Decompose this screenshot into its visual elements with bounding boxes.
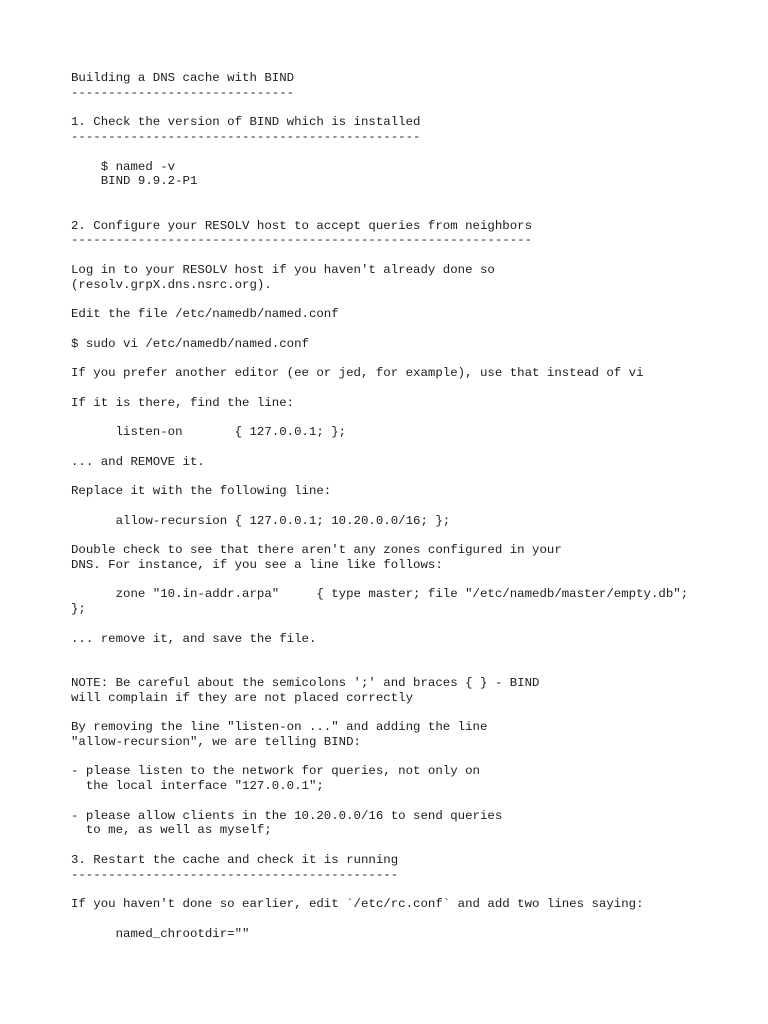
document-line: -------------------------------------------------------------- bbox=[71, 233, 533, 248]
document-line: ----------------------------------------------- bbox=[71, 130, 421, 144]
document-line: - please allow clients in the 10.20.0.0/16 to send queries bbox=[71, 808, 503, 823]
document-line: "allow-recursion", we are telling BIND: bbox=[71, 734, 361, 749]
document-line bbox=[71, 617, 761, 632]
document-line bbox=[71, 882, 761, 897]
document-line: If you prefer another editor (ee or jed, for example), use that instead of vi bbox=[71, 366, 644, 380]
document-line bbox=[71, 661, 761, 676]
document-line: 1. Check the version of BIND which is installed bbox=[71, 115, 421, 130]
document-line: 3. Restart the cache and check it is running bbox=[71, 852, 399, 867]
document-line: Log in to your RESOLV host if you haven't already done so bbox=[71, 262, 495, 277]
document-line bbox=[71, 101, 761, 116]
document-line: - please listen to the network for queries, not only on bbox=[71, 764, 480, 779]
document-line bbox=[71, 469, 761, 484]
document-line bbox=[71, 912, 761, 927]
document-line bbox=[71, 646, 761, 661]
document-line: ------------------------------ bbox=[71, 85, 295, 100]
document-line: Double check to see that there aren't any zones configured in your bbox=[71, 543, 562, 557]
document-line bbox=[71, 794, 761, 809]
document-line: ... and REMOVE it. bbox=[71, 454, 205, 469]
document-line bbox=[71, 528, 761, 543]
document-line: Building a DNS cache with BIND bbox=[71, 71, 295, 85]
document-line bbox=[71, 322, 761, 337]
document-line: Replace it with the following line: bbox=[71, 484, 332, 498]
document-line bbox=[71, 410, 761, 425]
document-line bbox=[71, 381, 761, 396]
document-line bbox=[71, 204, 761, 219]
document-line bbox=[71, 499, 761, 514]
document-line: allow-recursion { 127.0.0.1; 10.20.0.0/16; }; bbox=[71, 513, 451, 528]
document-line: 2. Configure your RESOLV host to accept queries from neighbors bbox=[71, 218, 533, 233]
document-line: If you haven't done so earlier, edit `/etc/rc.conf` and add two lines saying: bbox=[71, 897, 644, 911]
document-line bbox=[71, 248, 761, 263]
document-line: the local interface "127.0.0.1"; bbox=[71, 779, 324, 793]
document-line: to me, as well as myself; bbox=[71, 823, 272, 838]
document-line: NOTE: Be careful about the semicolons ';' and braces { } - BIND bbox=[71, 675, 540, 690]
document-line bbox=[71, 292, 761, 307]
document-line: By removing the line "listen-on ..." and adding the line bbox=[71, 720, 488, 734]
document-line: If it is there, find the line: bbox=[71, 395, 295, 410]
document-line: }; bbox=[71, 602, 86, 616]
document-line: DNS. For instance, if you see a line like follows: bbox=[71, 557, 443, 572]
document-body bbox=[71, 71, 761, 941]
document-line bbox=[71, 145, 761, 160]
document-line bbox=[71, 705, 761, 720]
document-line: zone "10.in-addr.arpa" { type master; file "/etc/namedb/master/empty.db"; bbox=[71, 587, 689, 602]
document-line: Edit the file /etc/namedb/named.conf bbox=[71, 307, 339, 321]
document-line: will complain if they are not placed correctly bbox=[71, 690, 414, 705]
document-line bbox=[71, 750, 761, 765]
document-line bbox=[71, 573, 761, 588]
document-line: ... remove it, and save the file. bbox=[71, 631, 317, 646]
document-line: $ named -v bbox=[71, 159, 176, 174]
document-line bbox=[71, 440, 761, 455]
document-line: listen-on { 127.0.0.1; }; bbox=[71, 425, 347, 439]
document-line bbox=[71, 351, 761, 366]
document-line: BIND 9.9.2-P1 bbox=[71, 174, 198, 189]
document-line: $ sudo vi /etc/namedb/named.conf bbox=[71, 336, 309, 351]
document-line: -------------------------------------------- bbox=[71, 867, 399, 882]
document-line bbox=[71, 189, 761, 204]
document-line: (resolv.grpX.dns.nsrc.org). bbox=[71, 277, 272, 292]
document-line: named_chrootdir="" bbox=[71, 926, 250, 941]
document-line bbox=[71, 838, 761, 853]
